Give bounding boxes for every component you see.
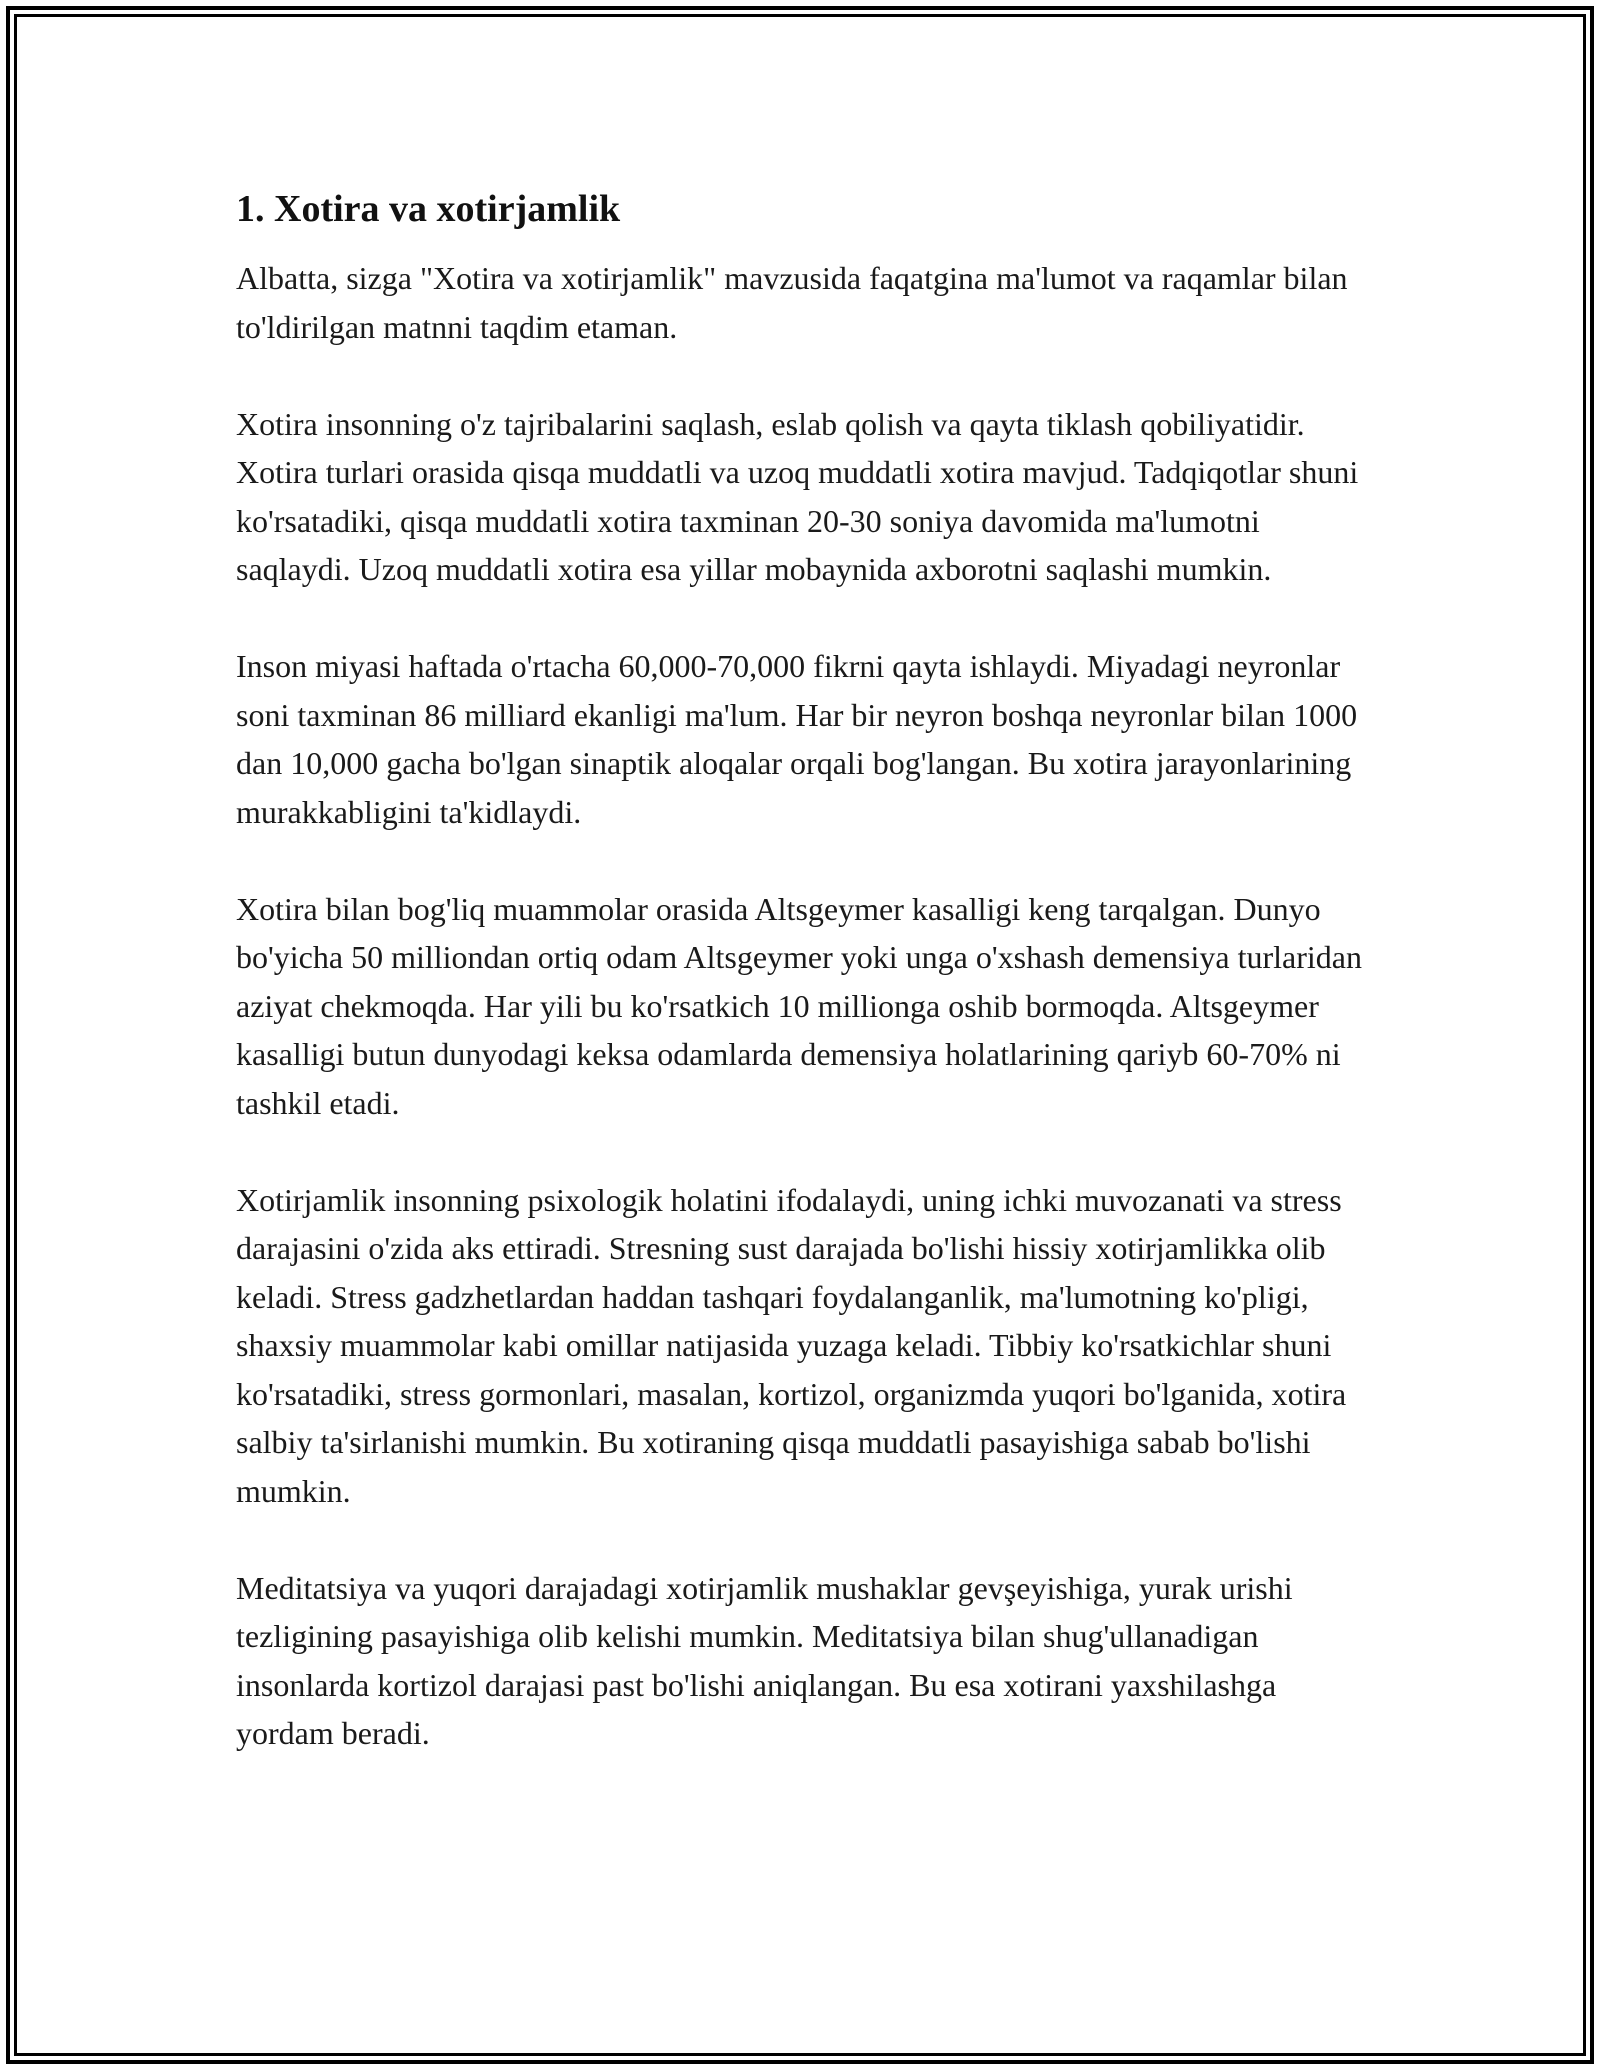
paragraph-meditation: Meditatsiya va yuqori darajadagi xotirjamlik mushaklar gevşeyishiga, yurak urishi tezligining pasayishiga olib kelishi mumkin. Meditatsiya bilan shug'ullanadigan insonlarda kortizol darajasi past bo'lishi aniqlangan. Bu esa xotirani yaxshilashga yordam beradi. (236, 1569, 1293, 1751)
paragraph-alzheimers: Xotira bilan bog'liq muammolar orasida Altsgeymer kasalligi keng tarqalgan. Dunyo bo'yicha 50 milliondan ortiq odam Altsgeymer yoki unga o'xshash demensiya turlaridan aziyat chekmoqda. Har yili bu ko'rsatkich 10 millionga oshib bormoqda. Altsgeymer kasalligi butun dunyodagi keksa odamlarda demensiya holatlarining qariyb 60-70% ni tashkil etadi. (236, 890, 1362, 1121)
document-body (236, 186, 1366, 1806)
paragraph-intro: Albatta, sizga "Xotira va xotirjamlik" mavzusida faqatgina ma'lumot va raqamlar bilan to'ldirilgan matnni taqdim etaman. (236, 260, 1348, 345)
document-title: 1. Xotira va xotirjamlik (236, 188, 621, 230)
paragraph-brain-neurons: Inson miyasi haftada o'rtacha 60,000-70,000 fikrni qayta ishlaydi. Miyadagi neyronlar soni taxminan 86 milliard ekanligi ma'lum. Har bir neyron boshqa neyronlar bilan 1000 dan 10,000 gacha bo'lgan sinaptik aloqalar orqali bog'langan. Bu xotira jarayonlarining murakkabligini ta'kidlaydi. (236, 648, 1358, 830)
paragraph-calmness-stress: Xotirjamlik insonning psixologik holatini ifodalaydi, uning ichki muvozanati va stress darajasini o'zida aks ettiradi. Stresning sust darajada bo'lishi hissiy xotirjamlikka olib keladi. Stress gadzhetlardan haddan tashqari foydalanganlik, ma'lumotning ko'pligi, shaxsiy muammolar kabi omillar natijasida yuzaga keladi. Tibbiy ko'rsatkichlar shuni ko'rsatadiki, stress gormonlari, masalan, kortizol, organizmda yuqori bo'lganida, xotira salbiy ta'sirlanishi mumkin. Bu xotiraning qisqa muddatli pasayishiga sabab bo'lishi mumkin. (236, 1181, 1347, 1509)
paragraph-memory-definition: Xotira insonning o'z tajribalarini saqlash, eslab qolish va qayta tiklash qobiliyatidir. Xotira turlari orasida qisqa muddatli va uzoq muddatli xotira mavjud. Tadqiqotlar shuni ko'rsatadiki, qisqa muddatli xotira taxminan 20-30 soniya davomida ma'lumotni saqlaydi. Uzoq muddatli xotira esa yillar mobaynida axborotni saqlashi mumkin. (236, 405, 1359, 587)
